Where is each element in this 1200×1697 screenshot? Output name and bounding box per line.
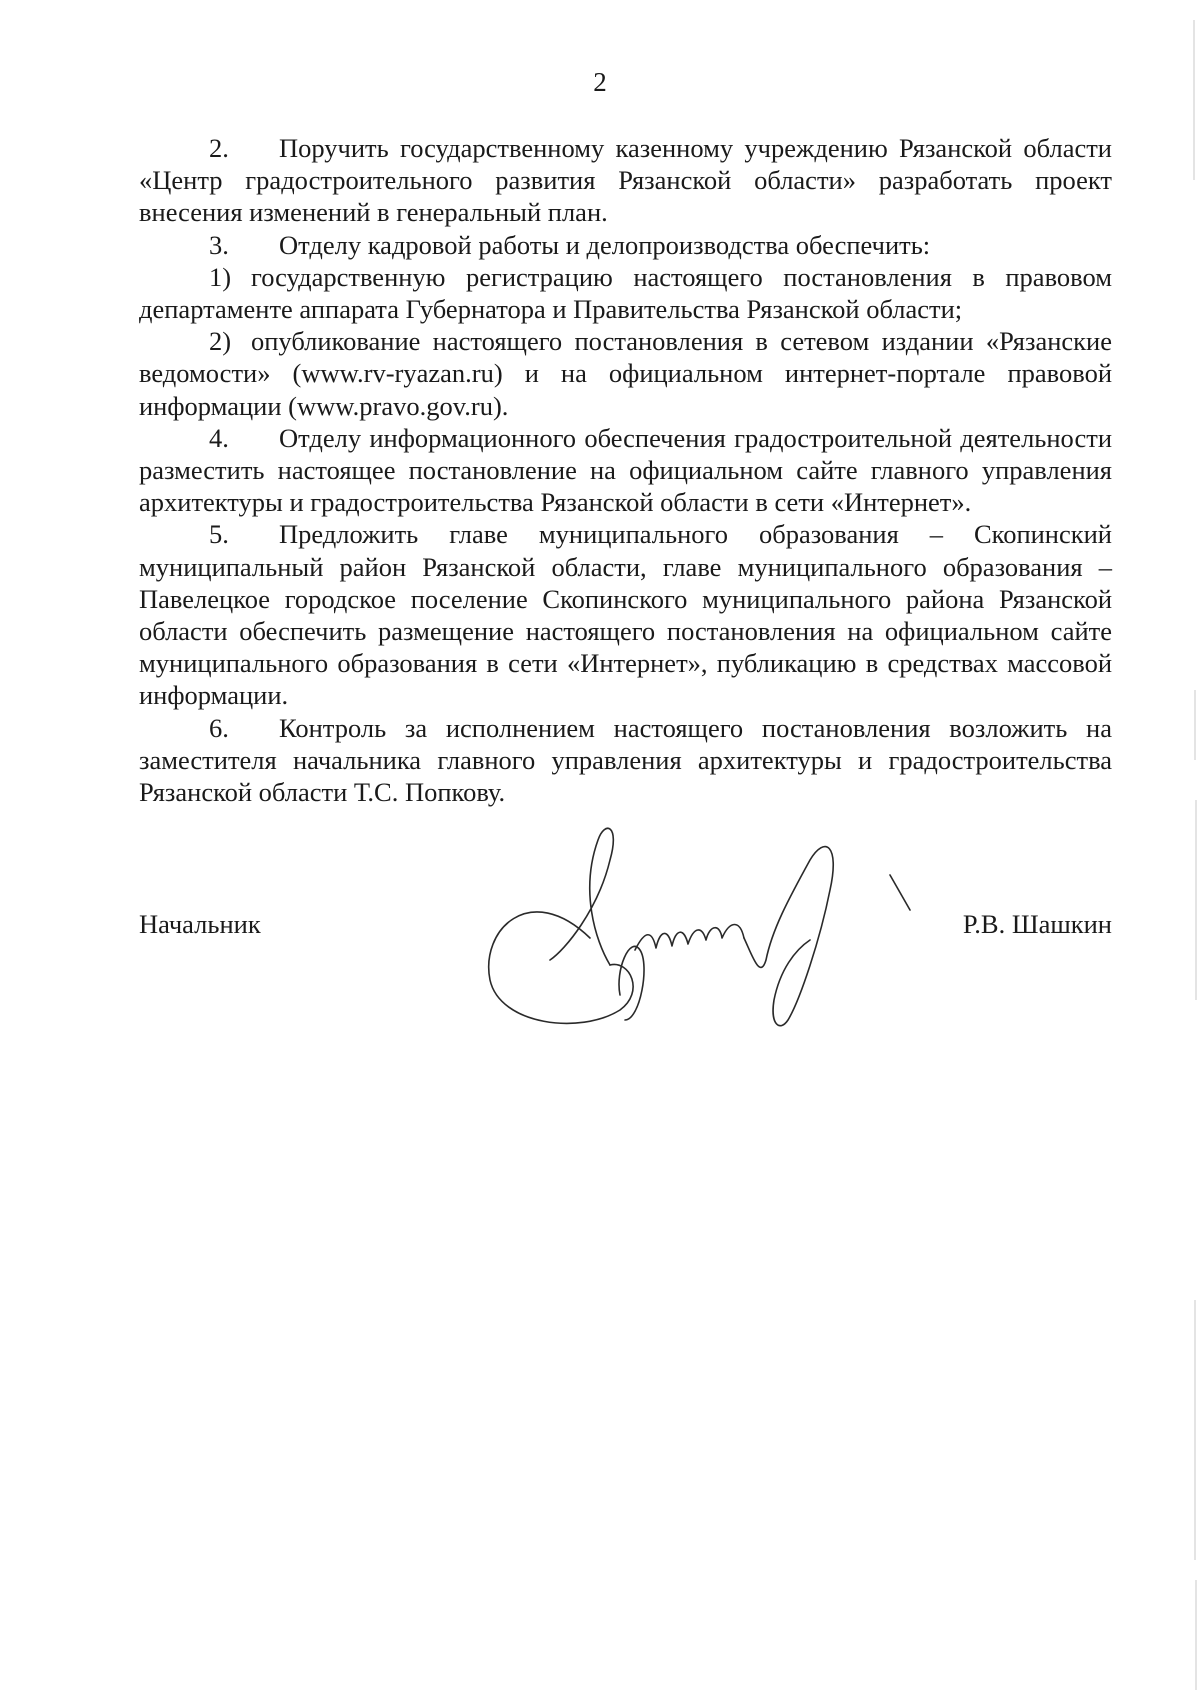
paragraph-number: 3. bbox=[209, 229, 229, 260]
paragraph-text: Поручить государственному казенному учреждению Рязанской области «Центр градостроительного развития Рязанской области» разработать проект внесения изменений в генеральный план. bbox=[139, 133, 1112, 228]
paragraph-4 bbox=[139, 422, 1112, 519]
paragraph-5 bbox=[139, 518, 1112, 711]
paragraph-3 bbox=[139, 229, 1112, 261]
paragraph-6 bbox=[139, 712, 1112, 809]
subitem-number: 2) bbox=[209, 326, 232, 357]
paragraph-text: государственную регистрацию настоящего постановления в правовом департаменте аппарата Губернатора и Правительства Рязанской области; bbox=[139, 261, 1112, 325]
subitem-number: 1) bbox=[209, 261, 232, 292]
signatory-name: Р.В. Шашкин bbox=[962, 909, 1112, 939]
paragraph-text: Контроль за исполнением настоящего постановления возложить на заместителя начальника главного управления архитектуры и градостроительства Рязанской области Т.С. Попкову. bbox=[139, 712, 1112, 808]
signatory-title: Начальник bbox=[139, 909, 261, 939]
page-number: 2 bbox=[593, 67, 607, 97]
paragraph-2 bbox=[139, 132, 1112, 229]
paragraph-number: 4. bbox=[209, 422, 229, 453]
paragraph-number: 5. bbox=[209, 519, 229, 550]
paragraph-3-1 bbox=[139, 261, 1112, 325]
paragraph-text: Отделу кадровой работы и делопроизводства обеспечить: bbox=[279, 229, 931, 260]
paragraph-number: 2. bbox=[209, 133, 229, 163]
paragraph-text: опубликование настоящего постановления в сетевом издании «Рязанские ведомости» (www.rv-ryazan.ru) и на официальном интернет-портале правовой информации (www.pravo.gov.ru). bbox=[139, 326, 1112, 421]
document-body bbox=[139, 132, 1112, 808]
paragraph-text: Предложить главе муниципального образования – Скопинский муниципальный район Рязанской области, главе муниципального образования – Павелецкое городское поселение Скопинского муниципального района Рязанской области обеспечить размещение настоящего постановления на официальном сайте муниципального образования в сети «Интернет», публикацию в средствах массовой информации. bbox=[139, 519, 1112, 711]
paragraph-text: Отделу информационного обеспечения градостроительной деятельности разместить настоящее постановление на официальном сайте главного управления архитектуры и градостроительства Рязанской области в сети «Интернет». bbox=[139, 422, 1112, 518]
scan-edge-marks bbox=[1180, 0, 1200, 1697]
paragraph-number: 6. bbox=[209, 712, 229, 743]
paragraph-3-2 bbox=[139, 325, 1112, 422]
signature-block bbox=[139, 908, 1112, 948]
